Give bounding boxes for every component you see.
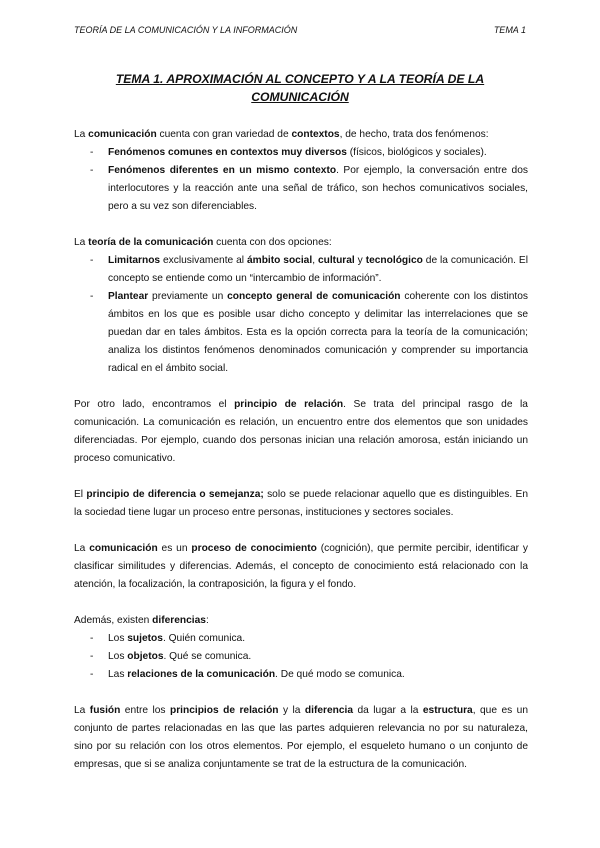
text-run: previamente un — [148, 291, 228, 302]
bold-term: relaciones de la comunicación — [127, 669, 276, 680]
bold-term: principio de relación — [234, 399, 344, 410]
text-run: entre los — [120, 705, 170, 716]
bold-term: cultural — [317, 255, 355, 266]
bold-term: ámbito social — [246, 255, 313, 266]
bold-term: diferencia — [304, 705, 354, 716]
bold-term: contextos — [291, 129, 340, 140]
text-run: Las — [108, 669, 128, 680]
paragraph-contexts — [74, 126, 528, 144]
page-title: TEMA 1. APROXIMACIÓN AL CONCEPTO Y A LA TEORÍA DE LA COMUNICACIÓN — [115, 72, 485, 104]
paragraph-structure — [74, 702, 528, 774]
list-item — [74, 666, 528, 684]
text-run: La — [74, 129, 89, 140]
text-run: . De qué modo se comunica. — [275, 669, 405, 680]
text-run: Los — [108, 633, 128, 644]
list-item — [74, 162, 528, 216]
text-run: coherente con los distintos ámbitos en los que es posible usar dicho concepto y delimitar las interrelaciones que se puedan dar en tales ámbitos. Esta es la opción correcta para la teoría de la comunicación; analiza los distintos fenómenos denominados comunicación y comprender su importancia radical en el ámbito social. — [108, 291, 528, 374]
text-run: . Por ejemplo, la conversación entre dos interlocutores y la reacción ante una señal de tráfico, son hechos comunicativos sociales, pero a su vez son diferenciables. — [108, 165, 528, 212]
text-run: , de hecho, trata dos fenómenos: — [339, 129, 489, 140]
text-run: . Quién comunica. — [162, 633, 246, 644]
list-item — [74, 648, 528, 666]
text-run: El — [74, 489, 87, 500]
bold-term: teoría de la comunicación — [88, 237, 214, 248]
text-run: : — [205, 615, 209, 626]
bold-term: comunicación — [89, 543, 158, 554]
bold-term: Limitarnos — [108, 255, 161, 266]
text-run: (cognición), que permite percibir, identificar y clasificar similitudes y diferencias. Además, el concepto de conocimiento está relacionado con la atención, la focalización, la contraposición, la figura y el fondo. — [74, 543, 528, 590]
text-run: es un — [157, 543, 192, 554]
text-run: de la comunicación. El concepto se entiende como un “intercambio de información”. — [108, 255, 528, 284]
bold-term: sujetos — [127, 633, 163, 644]
text-run: da lugar a la — [353, 705, 423, 716]
list-item — [74, 252, 528, 288]
bold-term: fusión — [89, 705, 121, 716]
text-run: La — [74, 543, 90, 554]
bold-term: diferencias — [152, 615, 206, 626]
bold-term: proceso de conocimiento — [191, 543, 317, 554]
text-run: y la — [278, 705, 305, 716]
text-run: exclusivamente al — [160, 255, 247, 266]
text-run: , que es un conjunto de partes relacionadas en las que las partes adquieren relevancia no por su naturaleza, sino por su relación con los otros elementos. Por ejemplo, el esqueleto humano o un conjunto de empresas, que si se analiza conjuntamente se trat de la estructura de la comunicación. — [74, 705, 528, 770]
bold-term: principio de diferencia o semejanza; — [86, 489, 264, 500]
list-differences — [74, 630, 528, 684]
list-item — [74, 288, 528, 378]
list-item — [74, 144, 528, 162]
paragraph-knowledge-process — [74, 540, 528, 594]
bold-term: Fenómenos comunes en contextos muy diversos — [108, 147, 347, 158]
text-run: solo se puede relacionar aquello que es distinguibles. En la sociedad tiene lugar un proceso entre personas, instituciones y sectores sociales. — [74, 489, 528, 518]
text-run: , — [312, 255, 318, 266]
text-run: La — [74, 237, 89, 248]
list-item — [74, 630, 528, 648]
text-run: cuenta con gran variedad de — [156, 129, 292, 140]
paragraph-differences — [74, 612, 528, 630]
bold-term: principios de relación — [169, 705, 279, 716]
text-run: (físicos, biológicos y sociales). — [346, 147, 487, 158]
paragraph-theory-options — [74, 234, 528, 252]
list-phenomena — [74, 144, 528, 216]
bold-term: comunicación — [88, 129, 157, 140]
bold-term: Fenómenos diferentes en un mismo contexto — [108, 165, 337, 176]
bold-term: objetos — [127, 651, 164, 662]
text-run: Los — [108, 651, 128, 662]
text-run: La — [74, 705, 90, 716]
text-run: Por otro lado, encontramos el — [74, 399, 235, 410]
bold-term: tecnológico — [365, 255, 423, 266]
header-course-title: TEORÍA DE LA COMUNICACIÓN Y LA INFORMACIÓN — [74, 25, 298, 35]
text-run: . Se trata del principal rasgo de la comunicación. La comunicación es relación, un encuentro entre dos elementos que son unidades diferenciadas. Por ejemplo, cuando dos personas inician una relación amorosa, están iniciando un proceso comunicativo. — [74, 399, 528, 464]
paragraph-difference-principle — [74, 486, 528, 522]
paragraph-relation-principle — [74, 396, 528, 468]
bold-term: concepto general de comunicación — [227, 291, 401, 302]
running-header — [74, 24, 526, 36]
header-unit-label: TEMA 1 — [493, 25, 526, 35]
text-run: Además, existen — [74, 615, 153, 626]
bold-term: estructura — [422, 705, 473, 716]
text-run: y — [354, 255, 366, 266]
document-body — [74, 126, 528, 774]
text-run: . Qué se comunica. — [163, 651, 252, 662]
list-options — [74, 252, 528, 378]
bold-term: Plantear — [108, 291, 149, 302]
text-run: cuenta con dos opciones: — [213, 237, 332, 248]
